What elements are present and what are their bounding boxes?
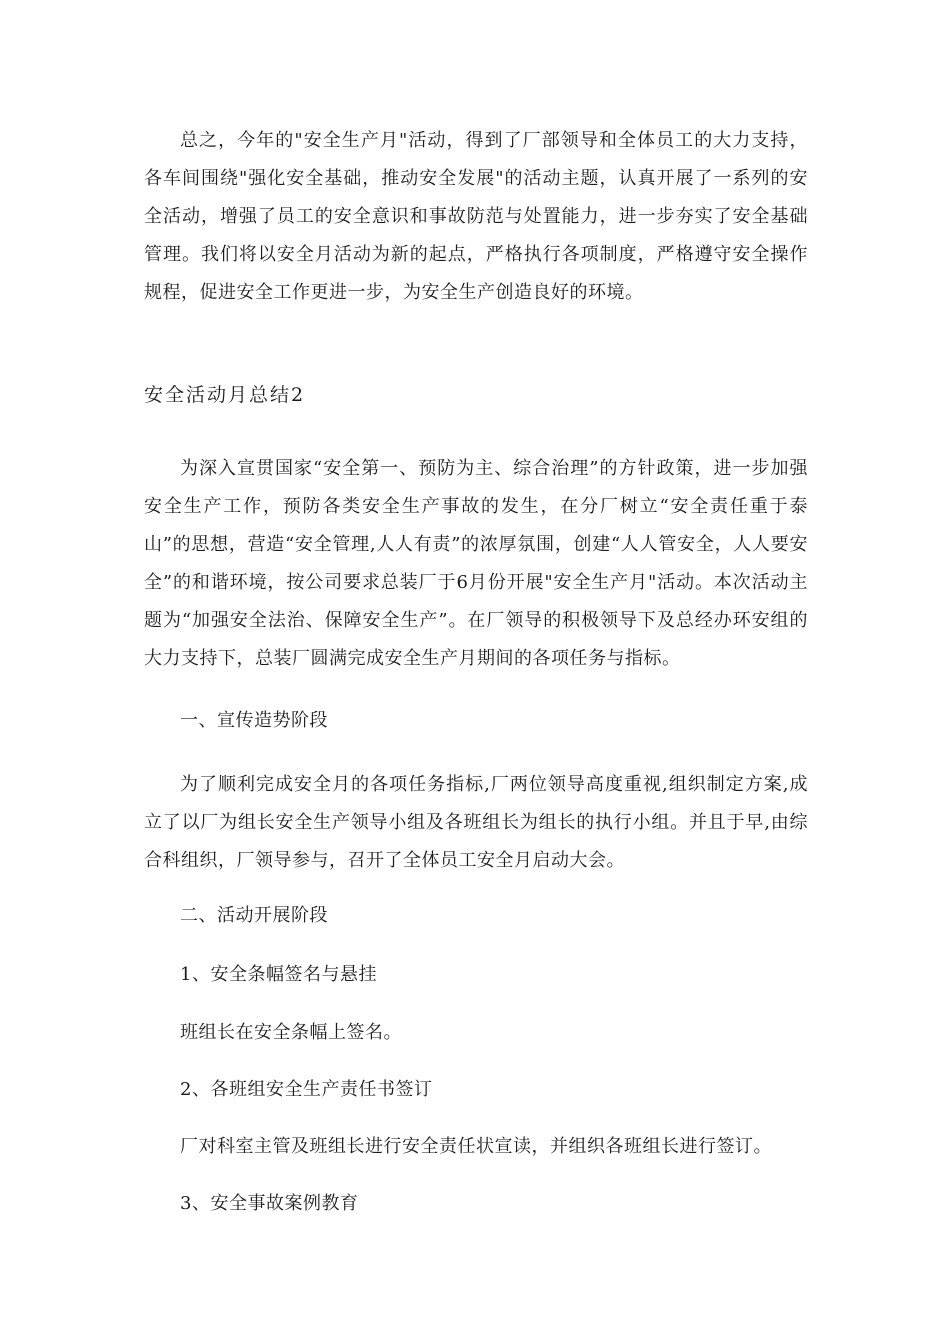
item-accident-case-education: 3、安全事故案例教育 <box>180 1193 359 1214</box>
paragraph-responsibility-letter: 厂对科室主管及班组长进行安全责任状宣读，并组织各班组长进行签订。 <box>180 1136 772 1157</box>
paragraph-banner-signing: 班组长在安全条幅上签名。 <box>180 1022 402 1043</box>
item-responsibility-letter: 2、各班组安全生产责任书签订 <box>180 1079 433 1100</box>
paragraph-publicity: 为了顺利完成安全月的各项任务指标,厂两位领导高度重视,组织制定方案,成立了以厂为组长安全生产领导小组及各班组长为组长的执行小组。并且于早,由综合科组织，厂领导参与，召开了全体员工安全月启动大会。 <box>144 774 808 871</box>
section-heading: 安全活动月总结2 <box>144 384 306 406</box>
paragraph-intro: 为深入宣贯国家“安全第一、预防为主、综合治理”的方针政策，进一步加强安全生产工作，预防各类安全生产事故的发生，在分厂树立“安全责任重于泰山”的思想，营造“安全管理,人人有责”的浓厚氛围，创建“人人管安全，人人要安全”的和谐环境，按公司要求总装厂于6月份开展"安全生产月"活动。本次活动主题为“加强安全法治、保障安全生产”。在厂领导的积极领导下及总经办环安组的大力支持下，总装厂圆满完成安全生产月期间的各项任务与指标。 <box>144 458 808 669</box>
item-banner-signing: 1、安全条幅签名与悬挂 <box>180 964 377 985</box>
paragraph-summary: 总之，今年的"安全生产月"活动，得到了厂部领导和全体员工的大力支持，各车间围绕"强化安全基础，推动安全发展"的活动主题，认真开展了一系列的安全活动，增强了员工的安全意识和事故防范与处置能力，进一步夯实了安全基础管理。我们将以安全月活动为新的起点，严格执行各项制度，严格遵守安全操作规程，促进安全工作更进一步，为安全生产创造良好的环境。 <box>144 130 808 303</box>
subheading-activity-stage: 二、活动开展阶段 <box>180 905 328 926</box>
subheading-publicity-stage: 一、宣传造势阶段 <box>180 710 328 731</box>
